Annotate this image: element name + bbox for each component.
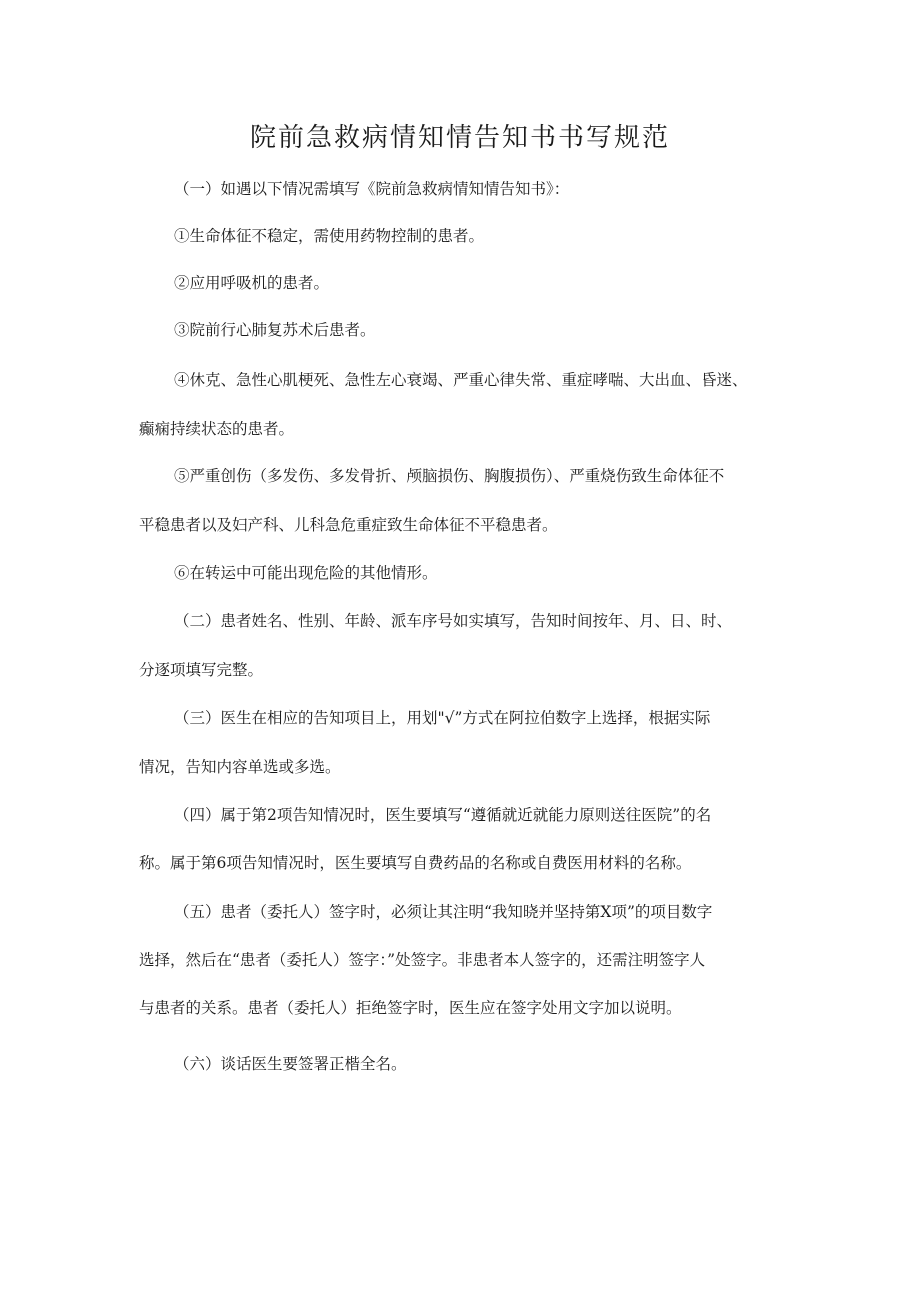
document-title: 院前急救病情知情告知书书写规范 [249,123,670,153]
condition-6: ⑥在转运中可能出现危险的其他情形。 [174,564,438,582]
condition-4-line-1: ④休克、急性心肌梗死、急性左心衰竭、严重心律失常、重症哮喘、大出血、昏迷、 [174,371,748,389]
section-3-line-2: 情况，告知内容单选或多选。 [139,758,341,776]
section-2-line-2: 分逐项填写完整。 [139,661,264,679]
condition-2: ②应用呼吸机的患者。 [174,274,330,292]
section-4-line-1: （四）属于第2项告知情况时，医生要填写“遵循就近就能力原则送往医院”的名 [174,806,712,824]
section-6: （六）谈话医生要签署正楷全名。 [174,1055,407,1073]
condition-5-line-1: ⑤严重创伤（多发伤、多发骨折、颅脑损伤、胸腹损伤）、严重烧伤致生命体征不 [174,467,725,485]
section-1-intro: （一）如遇以下情况需填写《院前急救病情知情告知书》： [174,180,570,198]
section-3-line-1: （三）医生在相应的告知项目上，用划"√”方式在阿拉伯数字上选择，根据实际 [174,709,711,727]
condition-5-line-2: 平稳患者以及妇产科、儿科急危重症致生命体征不平稳患者。 [139,516,558,534]
section-5-line-2: 选择，然后在“患者（委托人）签字：”处签字。非患者本人签字的，还需注明签字人 [139,951,706,969]
condition-3: ③院前行心肺复苏术后患者。 [174,321,376,339]
section-5-line-3: 与患者的关系。患者（委托人）拒绝签字时，医生应在签字处用文字加以说明。 [139,999,682,1017]
condition-1: ①生命体征不稳定，需使用药物控制的患者。 [174,227,485,245]
section-2-line-1: （二）患者姓名、性别、年龄、派车序号如实填写，告知时间按年、月、日、时、 [174,612,733,630]
section-5-line-1: （五）患者（委托人）签字时，必须让其注明“我知晓并坚持第X项”的项目数字 [174,903,713,921]
section-4-line-2: 称。属于第6项告知情况时，医生要填写自费药品的名称或自费医用材料的名称。 [139,854,692,872]
condition-4-line-2: 癫痫持续状态的患者。 [139,420,295,438]
